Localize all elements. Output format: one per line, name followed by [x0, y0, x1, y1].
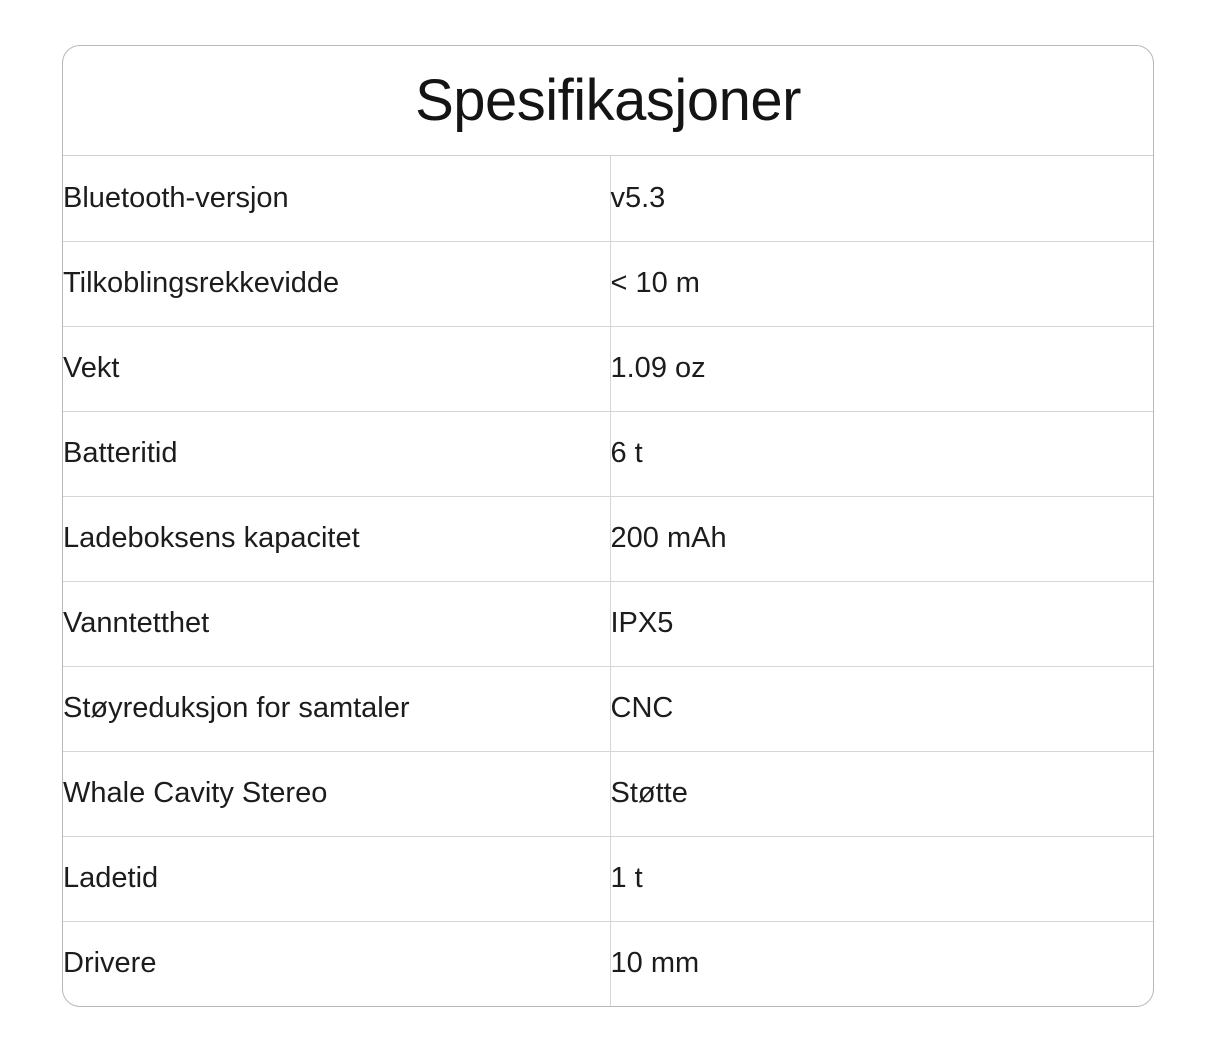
table-row — [63, 666, 1153, 751]
table-row — [63, 751, 1153, 836]
spec-label: Drivere — [63, 921, 610, 1006]
spec-label: Bluetooth-versjon — [63, 156, 610, 241]
spec-label: Vekt — [63, 326, 610, 411]
spec-label: Ladetid — [63, 836, 610, 921]
page-title: Spesifikasjoner — [63, 46, 1153, 156]
spec-label: Whale Cavity Stereo — [63, 751, 610, 836]
spec-label: Batteritid — [63, 411, 610, 496]
spec-value: 6 t — [610, 411, 1153, 496]
spec-label: Ladeboksens kapacitet — [63, 496, 610, 581]
spec-value: v5.3 — [610, 156, 1153, 241]
spec-value: < 10 m — [610, 241, 1153, 326]
specifications-card — [62, 45, 1154, 1007]
spec-value: 10 mm — [610, 947, 700, 980]
spec-value: 200 mAh — [610, 496, 1153, 581]
spec-label: Vanntetthet — [63, 581, 610, 666]
table-row — [63, 836, 1153, 921]
spec-value: CNC — [610, 666, 1153, 751]
spec-value: 1 t — [610, 836, 1153, 921]
table-row — [63, 581, 1153, 666]
spec-label: Tilkoblingsrekkevidde — [63, 241, 610, 326]
spec-label: Støyreduksjon for samtaler — [63, 666, 610, 751]
spec-value: 1.09 oz — [610, 326, 1153, 411]
table-row — [63, 921, 1153, 1006]
table-row — [63, 411, 1153, 496]
specifications-table-body — [63, 156, 1153, 1006]
spec-value: Støtte — [610, 751, 1153, 836]
table-row — [63, 496, 1153, 581]
table-row — [63, 156, 1153, 241]
specifications-table — [63, 156, 1153, 1006]
table-row — [63, 326, 1153, 411]
table-row — [63, 241, 1153, 326]
spec-value: IPX5 — [610, 581, 1153, 666]
